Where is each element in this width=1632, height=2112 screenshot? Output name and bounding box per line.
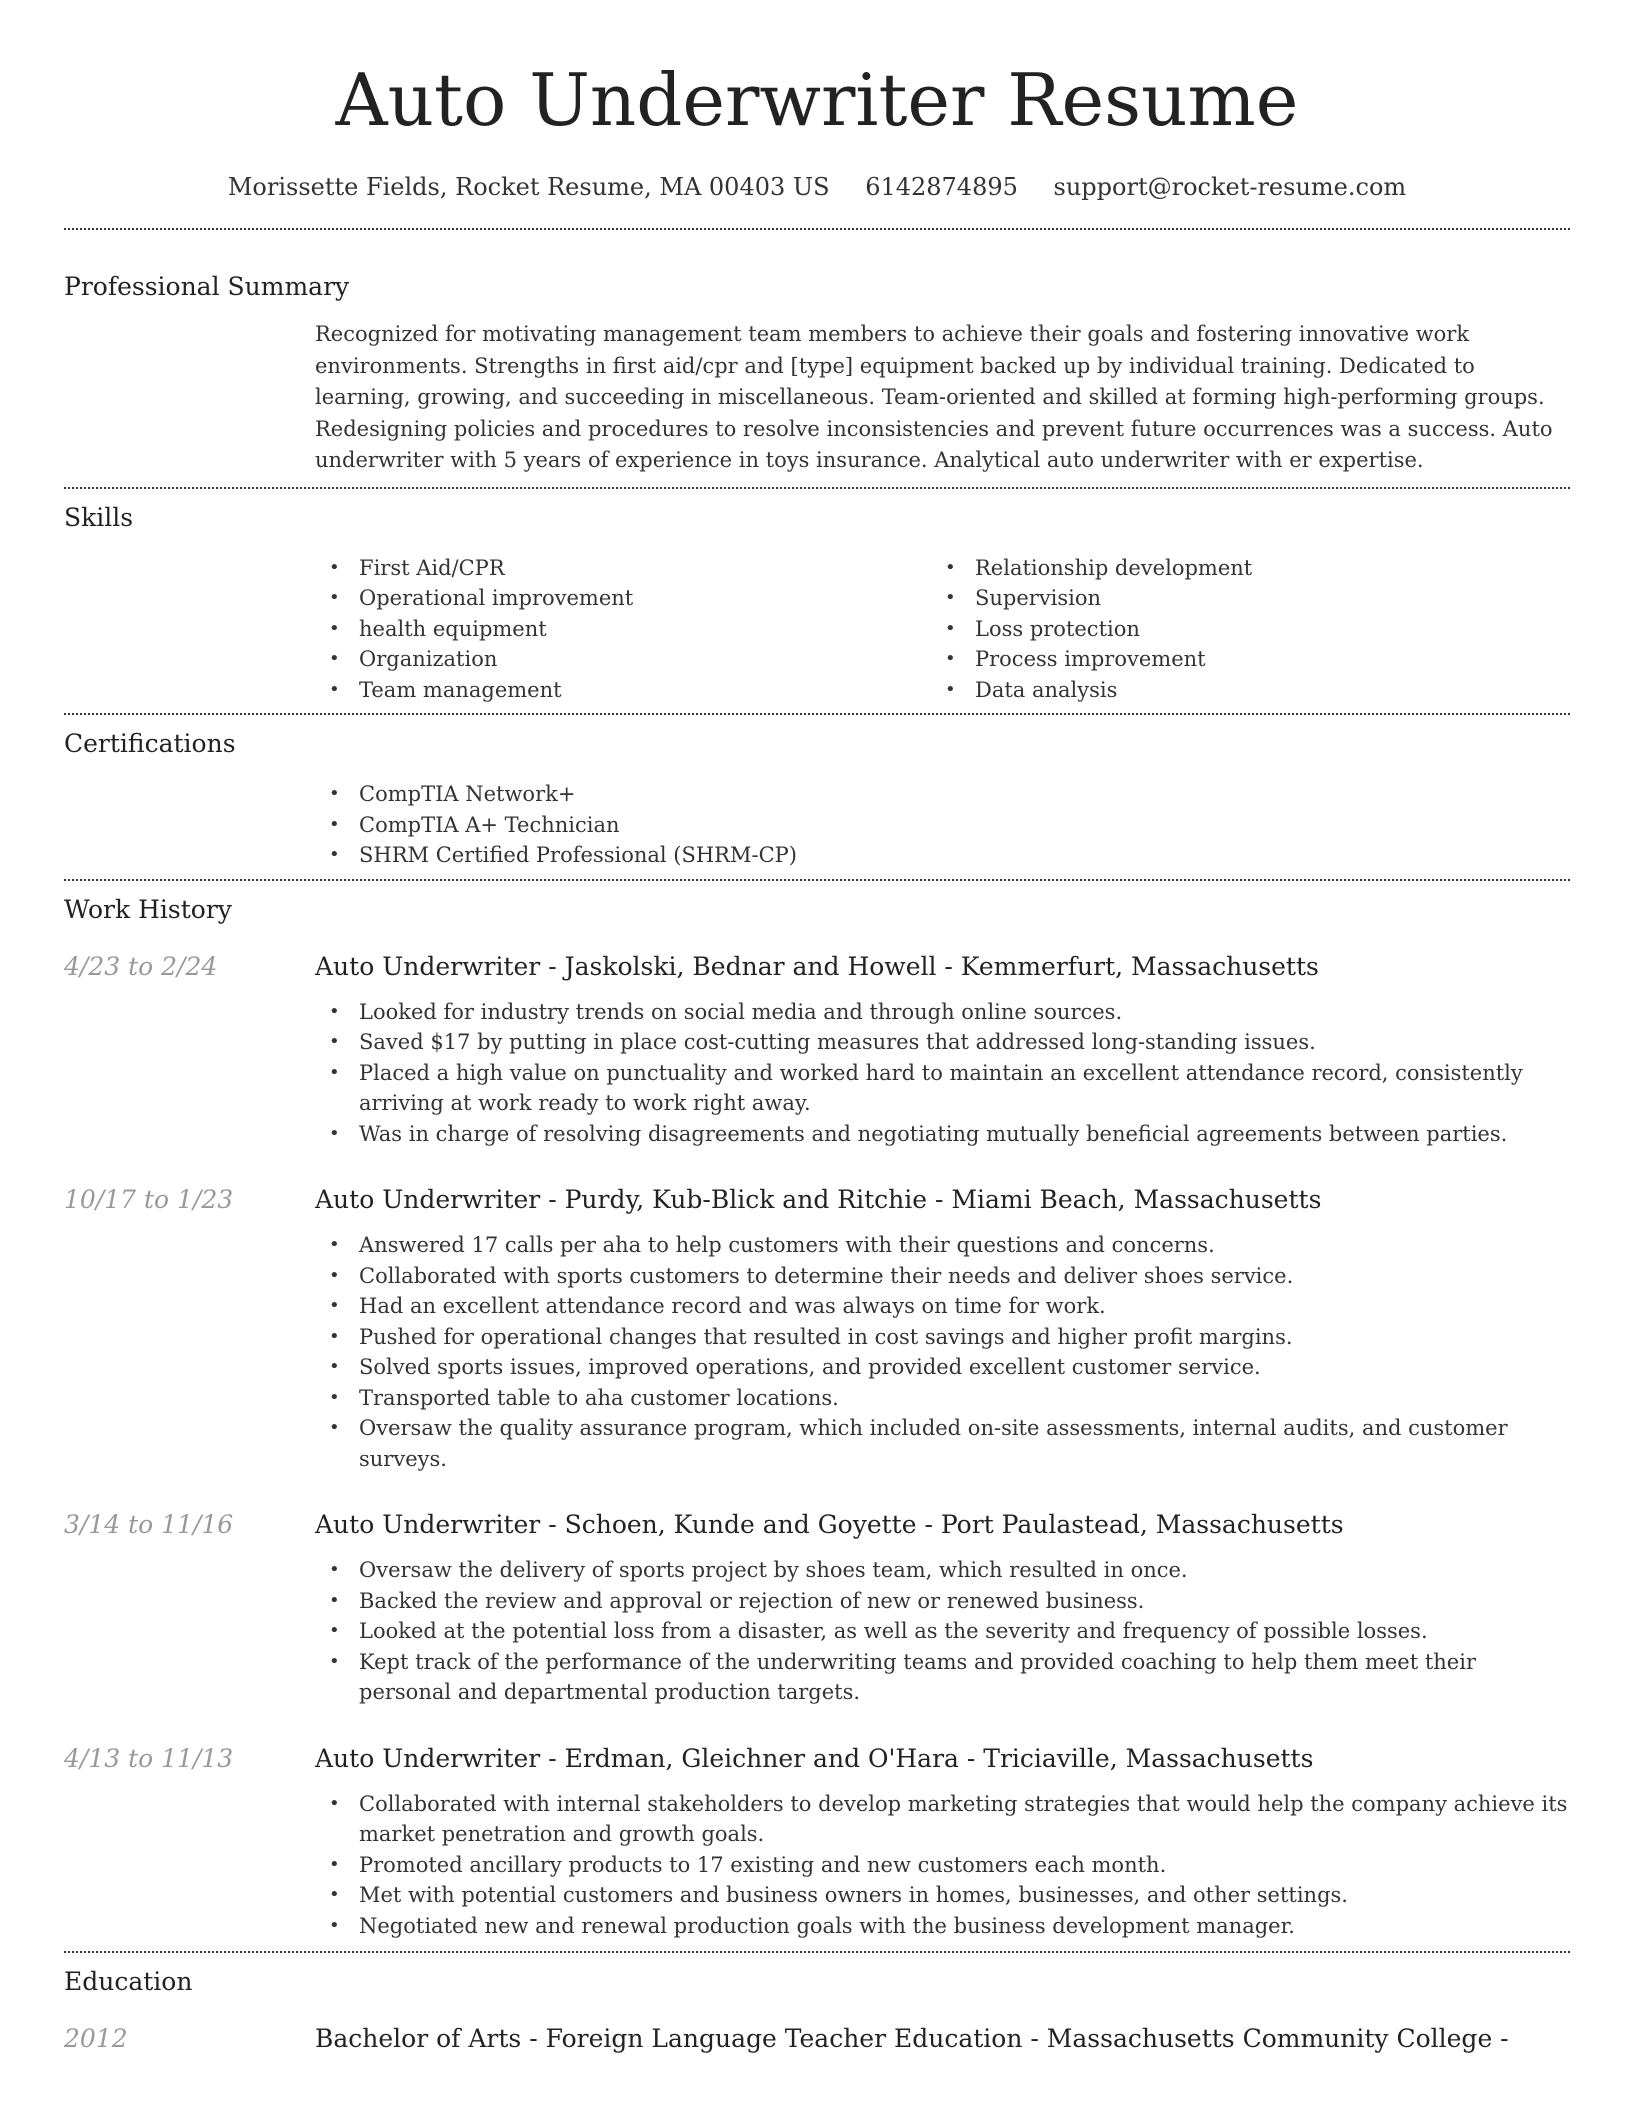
skill-item: • Loss protection [931,614,1547,645]
job-bullet: • Solved sports issues, improved operations, and provided excellent customer service. [315,1352,1570,1383]
job-dates: 4/13 to 11/13 [64,1743,234,1773]
resume-title: Auto Underwriter Resume [335,58,1299,142]
summary-row [64,319,1570,477]
education-entry [64,2022,1570,2056]
job-title: Auto Underwriter - Schoen, Kunde and Goyette - Port Paulastead, Massachusetts [315,1510,1344,1539]
contact-phone: 6142874895 [865,173,1018,201]
certification-item: • CompTIA Network+ [315,779,1570,810]
job-dates: 4/23 to 2/24 [64,951,218,981]
contact-address: Morissette Fields, Rocket Resume, MA 00403 US [227,173,830,201]
job-bullet: • Pushed for operational changes that resulted in cost savings and higher profit margins. [315,1322,1570,1353]
certification-item: • CompTIA A+ Technician [315,810,1570,841]
job-entry [64,1183,1570,1474]
divider [64,228,1570,230]
section-heading-skills: Skills [64,502,134,532]
job-bullet: • Looked for industry trends on social media and through online sources. [315,997,1570,1028]
job-dates: 3/14 to 11/16 [64,1510,234,1539]
job-bullet: • Collaborated with internal stakeholders to develop marketing strategies that would help the company achieve its market penetration and growth goals. [315,1789,1570,1850]
job-bullets [315,1230,1570,1474]
skill-item: • health equipment [315,614,931,645]
divider [64,713,1570,715]
skill-item: • Process improvement [931,644,1547,675]
certifications-list [315,779,1570,871]
job-title: Auto Underwriter - Erdman, Gleichner and O'Hara - Triciaville, Massachusetts [315,1743,1314,1773]
job-bullet: • Collaborated with sports customers to determine their needs and deliver shoes service. [315,1261,1570,1292]
education-degree: Bachelor of Arts - Foreign Language Teacher Education - Massachusetts Community College - [315,2024,1509,2053]
job-bullet: • Looked at the potential loss from a disaster, as well as the severity and frequency of possible losses. [315,1616,1570,1647]
skills-list-right [931,553,1547,706]
job-bullet: • Backed the review and approval or rejection of new or renewed business. [315,1586,1570,1617]
job-dates: 10/17 to 1/23 [64,1185,234,1214]
resume-page [64,0,1570,2112]
job-bullet: • Met with potential customers and business owners in homes, businesses, and other settings. [315,1880,1570,1911]
section-heading-education: Education [64,1967,193,1996]
job-title: Auto Underwriter - Jaskolski, Bednar and Howell - Kemmerfurt, Massachusetts [315,951,1319,981]
job-entry [64,1742,1570,1942]
job-bullet: • Promoted ancillary products to 17 existing and new customers each month. [315,1850,1570,1881]
divider [64,1951,1570,1953]
skill-item: • Team management [315,675,931,706]
job-bullet: • Was in charge of resolving disagreements and negotiating mutually beneficial agreements between parties. [315,1119,1570,1150]
job-bullet: • Answered 17 calls per aha to help customers with their questions and concerns. [315,1230,1570,1261]
job-bullet: • Oversaw the quality assurance program, which included on-site assessments, internal audits, and customer surveys. [315,1413,1570,1474]
education-year: 2012 [64,2024,128,2053]
divider [64,879,1570,881]
job-bullets [315,1789,1570,1942]
job-bullets [315,1555,1570,1708]
job-bullet: • Transported table to aha customer locations. [315,1383,1570,1414]
skill-item: • Data analysis [931,675,1547,706]
job-entry [64,950,1570,1150]
section-heading-summary: Professional Summary [64,272,350,301]
skills-list-left [315,553,931,706]
divider [64,487,1570,489]
job-entry [64,1508,1570,1708]
skill-item: • Supervision [931,583,1547,614]
certification-item: • SHRM Certified Professional (SHRM-CP) [315,840,1570,871]
summary-text: Recognized for motivating management team members to achieve their goals and fostering innovative work environments. Strengths in first aid/cpr and [type] equipment backed up by individual training. Dedicated to learning, growing, and succeeding in miscellaneous. Team-oriented and skilled at forming high-performing groups. Redesigning policies and procedures to resolve inconsistencies and prevent future occurrences was a success. Auto underwriter with 5 years of experience in toys insurance. Analytical auto underwriter with er expertise. [315,322,1553,472]
job-bullet: • Oversaw the delivery of sports project by shoes team, which resulted in once. [315,1555,1570,1586]
skill-item: • Organization [315,644,931,675]
job-bullet: • Had an excellent attendance record and was always on time for work. [315,1291,1570,1322]
skills-columns [315,553,1570,706]
job-bullet: • Saved $17 by putting in place cost-cutting measures that addressed long-standing issues. [315,1027,1570,1058]
section-heading-work-history: Work History [64,894,232,924]
skill-item: • First Aid/CPR [315,553,931,584]
skill-item: • Operational improvement [315,583,931,614]
skills-row [64,553,1570,706]
job-bullet: • Placed a high value on punctuality and worked hard to maintain an excellent attendance record, consistently arriving at work ready to work right away. [315,1058,1570,1119]
certifications-row [64,779,1570,871]
job-bullet: • Kept track of the performance of the underwriting teams and provided coaching to help them meet their personal and departmental production targets. [315,1647,1570,1708]
skill-item: • Relationship development [931,553,1547,584]
job-title: Auto Underwriter - Purdy, Kub-Blick and Ritchie - Miami Beach, Massachusetts [315,1185,1322,1214]
job-bullet: • Negotiated new and renewal production goals with the business development manager. [315,1911,1570,1942]
contact-line [64,170,1570,204]
contact-email[interactable]: support@rocket-resume.com [1053,173,1407,201]
job-bullets [315,997,1570,1150]
section-heading-certifications: Certifications [64,729,236,758]
